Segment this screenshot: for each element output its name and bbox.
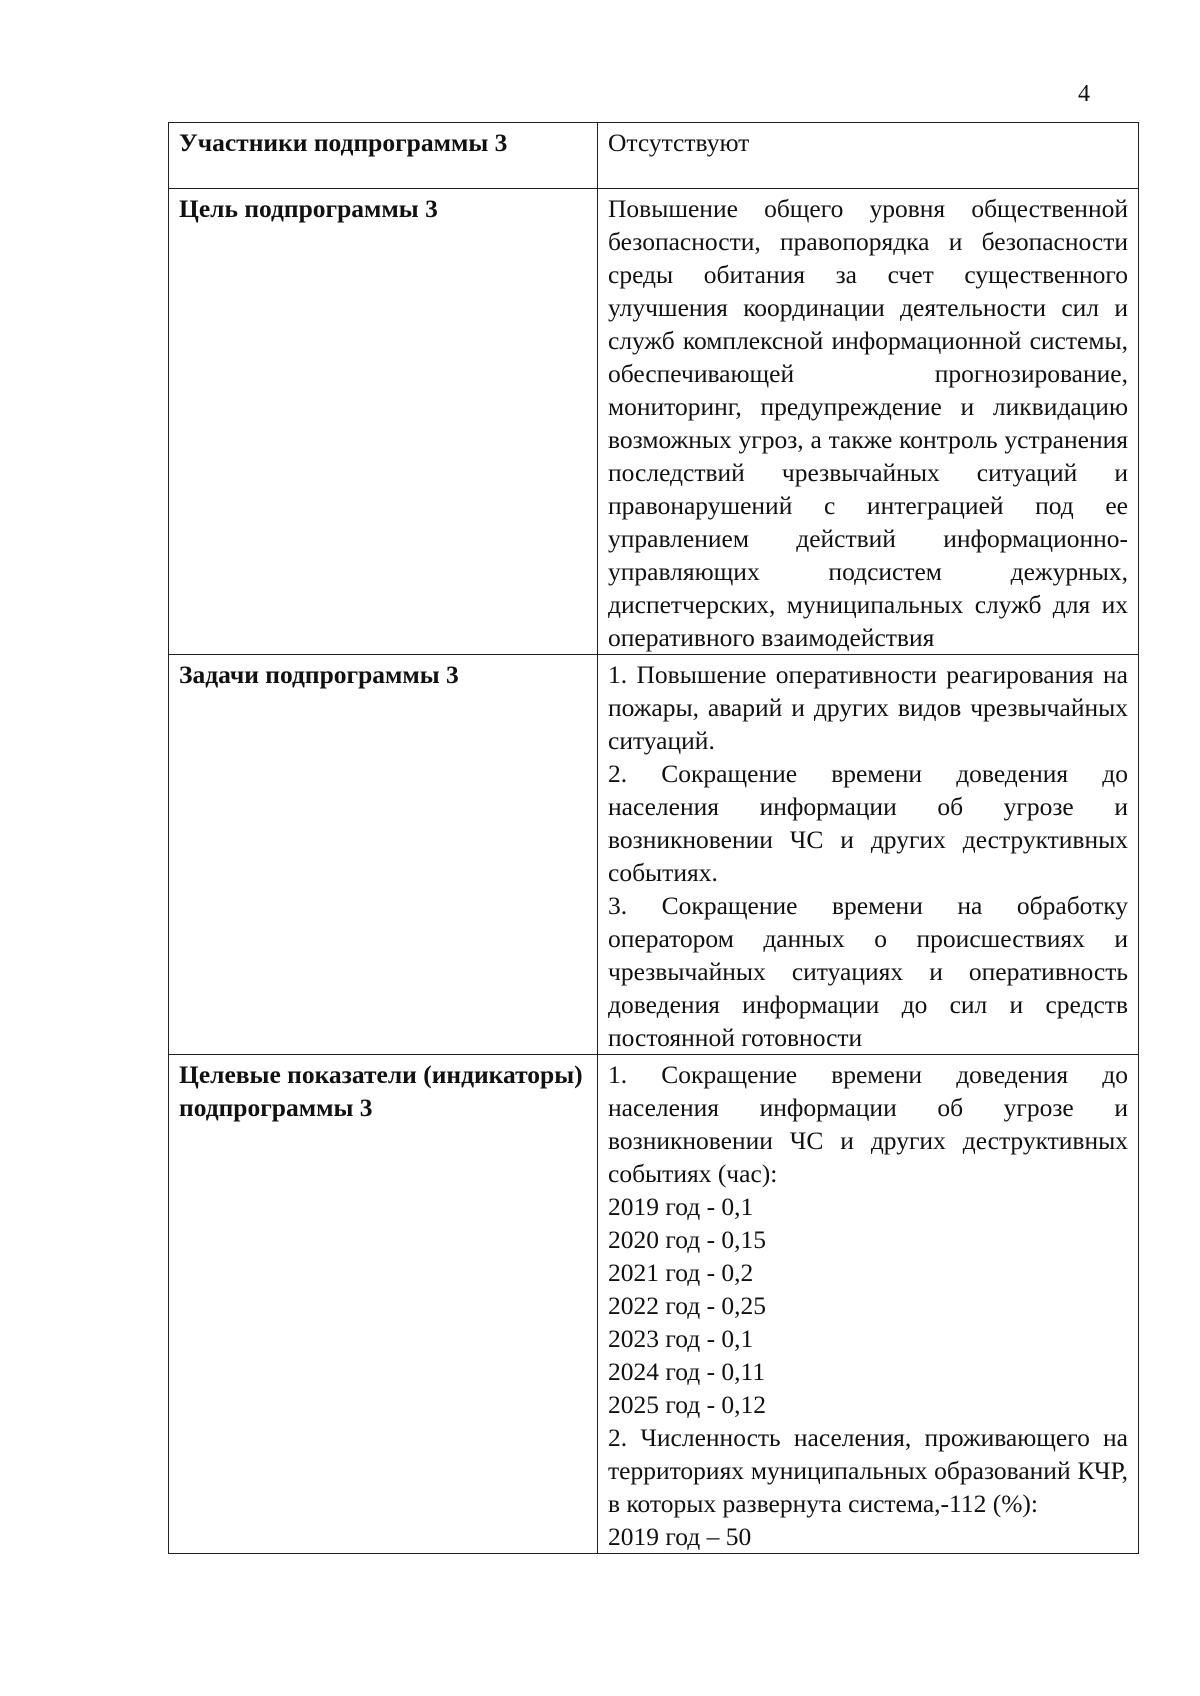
- indicator-2-description: 2. Численность населения, проживающего на территориях муниципальных образований КЧР, в которых развернута система,-112 (%):: [608, 1423, 1128, 1518]
- indicator-1-year-2023: 2023 год - 0,1: [608, 1324, 754, 1353]
- indicator-1-year-2022: 2022 год - 0,25: [608, 1291, 767, 1320]
- task-item-2: 2. Сокращение времени доведения до населения информации об угрозе и возникновении ЧС и других деструктивных событиях.: [608, 759, 1128, 887]
- row-value-participants: [598, 123, 1139, 189]
- row-label-indicators: Целевые показатели (индикаторы) подпрограммы 3: [169, 1055, 598, 1554]
- indicator-1-year-2025: 2025 год - 0,12: [608, 1390, 767, 1419]
- row-label-participants: Участники подпрограммы 3: [169, 123, 598, 189]
- row-label-goal: Цель подпрограммы 3: [169, 189, 598, 655]
- task-item-1: 1. Повышение оперативности реагирования на пожары, аварий и других видов чрезвычайных ситуаций.: [608, 660, 1128, 755]
- value-line: Повышение общего уровня общественной безопасности, правопорядка и безопасности среды обитания за счет существенного улучшения координации деятельности сил и служб комплексной информационной системы, обеспечивающей прогнозирование, мониторинг, предупреждение и ликвидацию возможных угроз, а также контроль устранения последствий чрезвычайных ситуаций и правонарушений с интеграцией под ее управлением действий информационно-управляющих подсистем дежурных, диспетчерских, муниципальных служб для их оперативного взаимодействия: [608, 194, 1128, 652]
- value-line: Отсутствуют: [608, 128, 750, 157]
- row-value-indicators: [598, 1055, 1139, 1554]
- row-value-goal: [598, 189, 1139, 655]
- indicator-1-description: 1. Сокращение времени доведения до населения информации об угрозе и возникновении ЧС и других деструктивных событиях (час):: [608, 1060, 1128, 1188]
- indicator-1-year-2021: 2021 год - 0,2: [608, 1258, 754, 1287]
- page-number: 4: [1078, 81, 1090, 107]
- table-row-indicators: [169, 1055, 1139, 1554]
- table-row-tasks: [169, 655, 1139, 1055]
- indicator-2-year-2019: 2019 год – 50: [608, 1522, 752, 1551]
- row-label-tasks: Задачи подпрограммы 3: [169, 655, 598, 1055]
- indicator-1-year-2024: 2024 год - 0,11: [608, 1357, 766, 1386]
- task-item-3: 3. Сокращение времени на обработку оператором данных о происшествиях и чрезвычайных ситуациях и оперативность доведения информации до сил и средств постоянной готовности: [608, 891, 1128, 1052]
- table-row-participants: [169, 123, 1139, 189]
- indicator-1-year-2019: 2019 год - 0,1: [608, 1192, 754, 1221]
- indicator-1-year-2020: 2020 год - 0,15: [608, 1225, 767, 1254]
- subprogram-passport-table: [168, 122, 1139, 1554]
- table-row-goal: [169, 189, 1139, 655]
- row-value-tasks: [598, 655, 1139, 1055]
